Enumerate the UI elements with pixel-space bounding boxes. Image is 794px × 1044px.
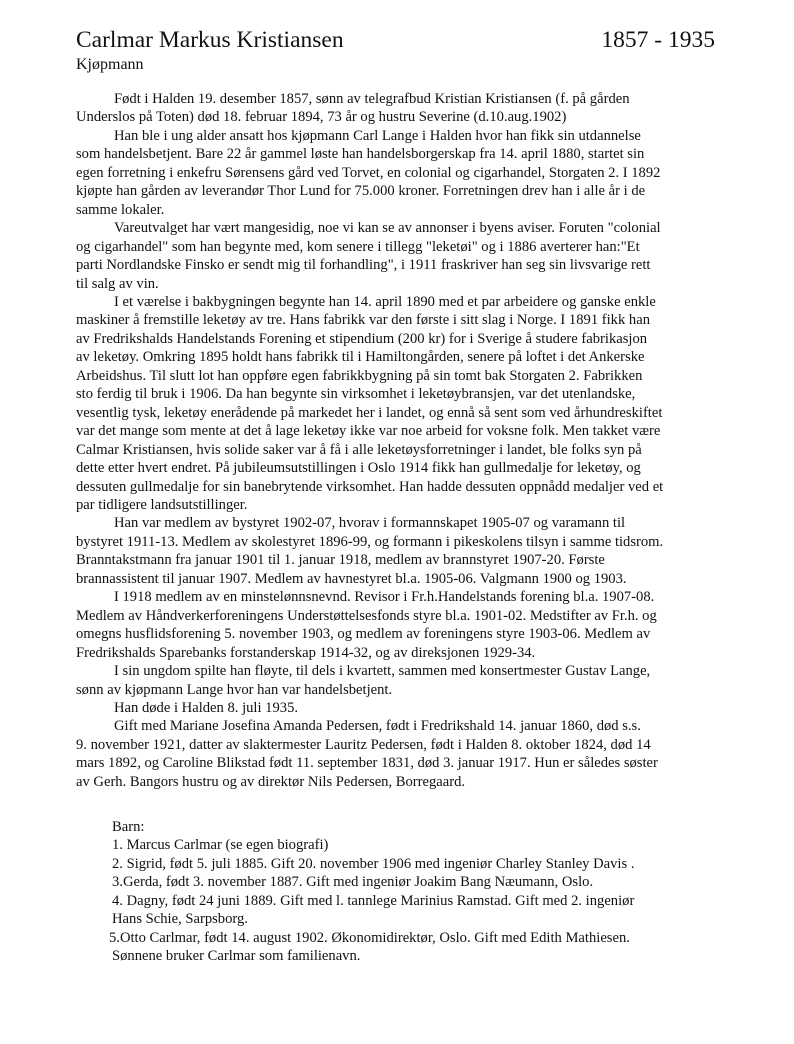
text-line: maskiner å fremstille leketøy av tre. Hans fabrikk var den første i sitt slag i Norge. I 1891 fikk han xyxy=(76,312,650,329)
text-line: omegns husflidsforening 5. november 1903, og medlem av foreningens styre 1903-06. Medlem av xyxy=(76,626,651,643)
text-line: kjøpte han gården av leverandør Thor Lund for 75.000 kroner. Forretningen drev han i alle år i de xyxy=(76,183,646,200)
child-item: 1. Marcus Carlmar (se egen biografi) xyxy=(112,837,329,854)
child-item: 4. Dagny, født 24 juni 1889. Gift med l. tannlege Marinius Ramstad. Gift med 2. ingeniør xyxy=(112,892,635,909)
text-line: I 1918 medlem av en minstelønnsnevnd. Revisor i Fr.h.Handelstands forening bl.a. 1907-08. xyxy=(114,589,655,606)
text-line: mars 1892, og Caroline Blikstad født 11. september 1831, død 3. januar 1917. Hun er således søster xyxy=(76,755,658,772)
paragraph xyxy=(76,699,726,717)
text-line: til salg av vin. xyxy=(76,275,159,292)
text-line: av Gerh. Bangors hustru og av direktør Nils Pedersen, Borregaard. xyxy=(76,773,466,790)
children-heading: Barn: xyxy=(112,819,145,835)
text-line: og cigarhandel" som han begynte med, kom senere i tillegg "leketøi" og i 1886 averterer han:"Et xyxy=(76,238,640,255)
paragraph xyxy=(76,662,726,699)
text-line: Han ble i ung alder ansatt hos kjøpmann Carl Lange i Halden hvor han fikk sin utdannelse xyxy=(114,127,641,144)
person-name: Carlmar Markus Kristiansen xyxy=(76,27,344,53)
child-item: Hans Schie, Sarpsborg. xyxy=(112,911,248,928)
child-item: 3.Gerda, født 3. november 1887. Gift med ingeniør Joakim Bang Næumann, Oslo. xyxy=(112,874,594,891)
text-line: av Fredrikshalds Handelstands Forening et stipendium (200 kr) for i Sverige å studere fabrikasjon xyxy=(76,330,648,347)
text-line: som handelsbetjent. Bare 22 år gammel løste han handelsborgerskap fra 14. april 1880, startet sin xyxy=(76,146,645,163)
text-line: Underslos på Toten) død 18. februar 1894, 73 år og hustru Severine (d.10.aug.1902) xyxy=(76,109,567,126)
text-line: av leketøy. Omkring 1895 holdt hans fabrikk til i Hamiltongården, senere på loftet i det Ankerske xyxy=(76,349,645,366)
text-line: Han var medlem av bystyret 1902-07, hvorav i formannskapet 1905-07 og varamann til xyxy=(114,515,626,532)
text-line: I sin ungdom spilte han fløyte, til dels i kvartett, sammen med konsertmester Gustav Lange, xyxy=(114,663,651,680)
text-line: 9. november 1921, datter av slaktermester Lauritz Pedersen, født i Halden 8. oktober 1824, død 14 xyxy=(76,736,651,753)
children-list xyxy=(109,818,635,966)
text-line: bystyret 1911-13. Medlem av skolestyret 1896-99, og formann i pikeskolens tilsyn i samme tidsrom. xyxy=(76,533,664,550)
paragraph xyxy=(76,717,726,791)
child-item: 2. Sigrid, født 5. juli 1885. Gift 20. november 1906 med ingeniør Charley Stanley Davis . xyxy=(112,855,635,872)
text-line: par tidligere landsutstillinger. xyxy=(76,496,248,513)
text-line: Fredrikshalds Sparebanks forstanderskap 1914-32, og av direksjonen 1929-34. xyxy=(76,644,536,661)
text-line: egen forretning i enkefru Sørensens gård ved Torvet, en colonial og cigarhandel, Storgaten 2. I 1892 xyxy=(76,164,661,181)
text-line: samme lokaler. xyxy=(76,201,165,218)
child-item: Sønnene bruker Carlmar som familienavn. xyxy=(112,948,361,965)
paragraph xyxy=(76,293,726,514)
child-item: 5.Otto Carlmar, født 14. august 1902. Økonomidirektør, Oslo. Gift med Edith Mathiesen. xyxy=(109,929,630,946)
text-line: vesentlig tysk, leketøy enerådende på markedet her i landet, og ennå så sent som ved århundreskiftet xyxy=(76,404,663,421)
biography-text xyxy=(76,90,726,791)
text-line: brannassistent til januar 1907. Medlem av havnestyret bl.a. 1905-06. Valgmann 1900 og 1903. xyxy=(76,570,627,587)
text-line: Medlem av Håndverkerforeningens Understøttelsesfonds styre bl.a. 1901-02. Medstifter av Fr.h. og xyxy=(76,607,657,624)
text-line: sto ferdig til bruk i 1906. Da han begynte sin virksomhet i leketøybransjen, var det utenlandske, xyxy=(76,386,636,403)
paragraph xyxy=(76,127,726,219)
paragraph xyxy=(76,219,726,293)
text-line: dette etter hvert endret. På jubileumsutstillingen i Oslo 1914 fikk han gullmedalje for leketøy, og xyxy=(76,460,641,477)
text-line: I et værelse i bakbygningen begynte han 14. april 1890 med et par arbeidere og ganske enkle xyxy=(114,293,656,310)
paragraph xyxy=(76,90,726,127)
text-line: Født i Halden 19. desember 1857, sønn av telegrafbud Kristian Kristiansen (f. på gården xyxy=(114,91,630,107)
paragraph xyxy=(76,514,726,588)
paragraph xyxy=(76,588,726,662)
text-line: Arbeidshus. Til slutt lot han oppføre egen fabrikkbygning på sin tomt bak Storgaten 2. Fabrikken xyxy=(76,367,643,384)
text-line: dessuten gullmedalje for sin banebrytende virksomhet. Han hadde dessuten oppnådd medaljer ved et xyxy=(76,478,664,495)
life-years: 1857 - 1935 xyxy=(601,27,715,53)
occupation: Kjøpmann xyxy=(76,56,144,73)
text-line: Gift med Mariane Josefina Amanda Pedersen, født i Fredrikshald 14. januar 1860, død s.s. xyxy=(114,718,641,735)
text-line: Vareutvalget har vært mangesidig, noe vi kan se av annonser i byens aviser. Foruten "colonial xyxy=(114,220,661,237)
text-line: Branntakstmann fra januar 1901 til 1. januar 1918, medlem av brannstyret 1907-20. Første xyxy=(76,552,605,569)
text-line: Calmar Kristiansen, hvis solide saker var å få i alle leketøysforretninger i landet, ble folks syn på xyxy=(76,441,642,458)
text-line: Han døde i Halden 8. juli 1935. xyxy=(114,699,299,716)
text-line: parti Nordlandske Finsko er sendt mig til forhandling", i 1911 fraskriver han seg sin livsvarige rett xyxy=(76,257,651,274)
text-line: sønn av kjøpmann Lange hvor han var handelsbetjent. xyxy=(76,681,393,698)
text-line: var det mange som mente at det å lage leketøy ikke var noe arbeid for voksne folk. Men takket være xyxy=(76,423,661,440)
